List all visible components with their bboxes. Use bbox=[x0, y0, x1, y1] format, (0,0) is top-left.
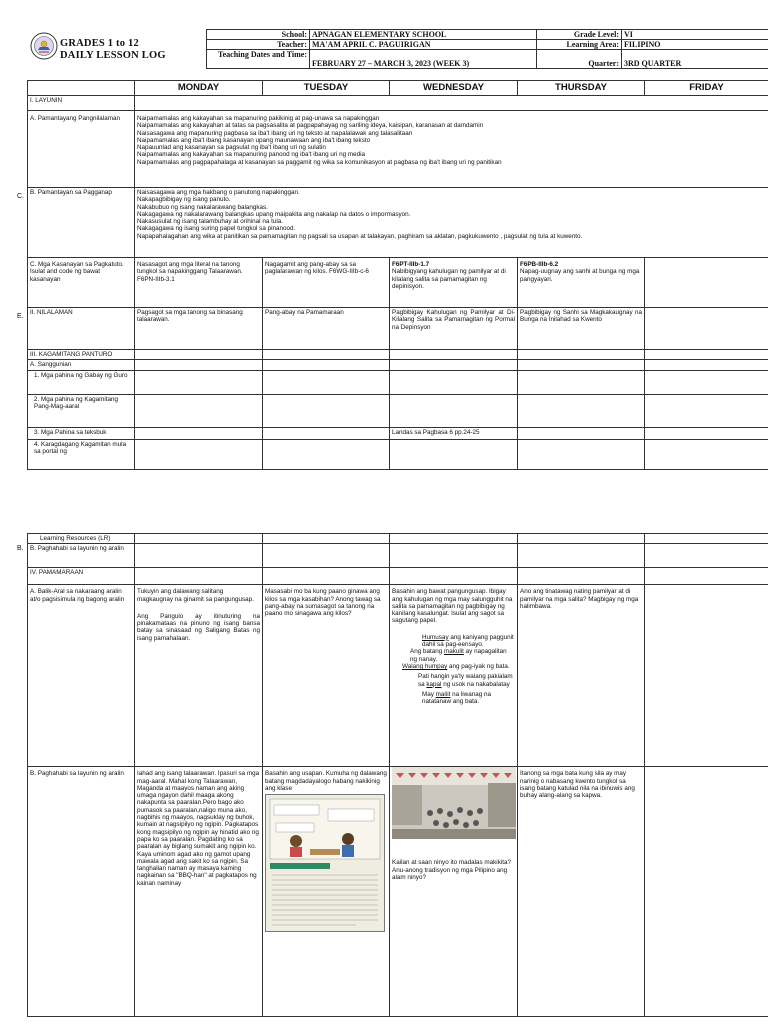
empty-cell bbox=[135, 568, 263, 585]
learning-area-label: Learning Area: bbox=[537, 40, 622, 50]
layunin-title: I. LAYUNIN bbox=[28, 96, 135, 111]
empty-cell bbox=[518, 394, 645, 427]
learning-resources-label: Learning Resources (LR) bbox=[28, 534, 135, 544]
lesson-grid-page-1 bbox=[27, 80, 768, 470]
empty-cell bbox=[645, 360, 768, 370]
empty-cell bbox=[390, 360, 518, 370]
empty-cell bbox=[518, 439, 645, 469]
empty-cell bbox=[390, 544, 518, 568]
nilalaman-label: II. NILALAMAN bbox=[28, 308, 135, 350]
empty-cell bbox=[645, 439, 768, 469]
kagamitang-pang-mag-aaral-label: 2. Mga pahina ng Kagamitang Pang-Mag-aaral bbox=[28, 394, 135, 427]
empty-cell bbox=[518, 370, 645, 394]
sentence-text: ang pag-iyak ng bata. bbox=[447, 662, 510, 670]
empty-cell bbox=[390, 439, 518, 469]
day-monday: MONDAY bbox=[135, 81, 263, 96]
nilalaman-wednesday: Pagbibigay Kahulugan ng Pamilyar at Di-Kilalang Salita sa Pamamagitan ng Pormal na Depinsyon bbox=[390, 308, 518, 350]
festival-street-image bbox=[392, 767, 516, 839]
kasanayan-wednesday-code: F6PT-IIIb-1.7 bbox=[392, 261, 430, 268]
pamantayan-sa-pagganap-label: B. Pamantayan sa Pagganap bbox=[28, 188, 135, 258]
empty-cell bbox=[135, 427, 263, 439]
empty-cell bbox=[263, 534, 390, 544]
empty-cell bbox=[645, 534, 768, 544]
day-tuesday: TUESDAY bbox=[263, 81, 390, 96]
pamamaraan-title: IV. PAMAMARAAN bbox=[28, 568, 135, 585]
pagganap-line: Nakabubuo ng isang nakalarawang balangkas. bbox=[137, 203, 268, 211]
pangnilalaman-line: Naipamamalas ang kakayahan at tatas sa pagsasalita at pagpapahayag ng sariling ideya, kaisipan, karanasan at damdamin bbox=[137, 122, 484, 130]
sentence-text: ay napagalitan ng nanay. bbox=[410, 648, 507, 663]
empty-cell bbox=[263, 568, 390, 585]
corner-cell bbox=[28, 81, 135, 96]
pamantayang-pangnilalaman-label: A. Pamantayang Pangnilalaman bbox=[28, 111, 135, 188]
grade-level-value: VI bbox=[622, 30, 768, 40]
nilalaman-thursday: Pagbibigay ng Sanhi sa Magkakaugnay na Bunga na Inilahad sa Kwento bbox=[518, 308, 645, 350]
empty-cell bbox=[390, 370, 518, 394]
kasanayan-tuesday: Nagagamit ang pang-abay sa sa paglalarawan ng kilos. F6WG-IIIb-c-6 bbox=[263, 258, 390, 308]
paghahabi-tuesday bbox=[263, 767, 390, 1017]
empty-cell bbox=[645, 427, 768, 439]
balik-aral-tuesday: Masasabi mo ba kung paano ginawa ang kilos sa mga kasabihan? Anong tawag sa pang-abay na sumasagot sa tanong na paano mo sinagawa ang kilos? bbox=[263, 585, 390, 767]
day-friday: FRIDAY bbox=[645, 81, 768, 96]
teaching-dates-value: FEBRUARY 27 – MARCH 3, 2023 (WEEK 3) bbox=[310, 50, 537, 69]
pangnilalaman-line: Naipamamalas ang kakayahan sa mapanuring panood ng iba't ibang uri ng media bbox=[137, 151, 366, 159]
underlined-word: Humusay bbox=[422, 633, 449, 641]
empty-cell bbox=[645, 568, 768, 585]
empty-cell bbox=[518, 427, 645, 439]
grade-level-label: Grade Level: bbox=[537, 30, 622, 40]
layunin-spacer bbox=[135, 96, 768, 111]
pahina-sa-teksbuk-label: 3. Mga Pahina sa teksbuk bbox=[28, 427, 135, 439]
dialogue-comic-image bbox=[265, 794, 385, 932]
kasanayan-thursday-code: F6PB-IIIb-6.2 bbox=[520, 261, 559, 268]
day-wednesday: WEDNESDAY bbox=[390, 81, 518, 96]
pagganap-line: Napapahalagahan ang wika at panitikan sa pamamagitan ng pagsali sa usapan at talakayan, paghiram sa aklatan, pagkukuwento , pagsulat ng tula at kuwento. bbox=[137, 232, 583, 240]
underlined-word: Walang humpay bbox=[402, 662, 448, 670]
empty-cell bbox=[135, 370, 263, 394]
balik-aral-monday-sentence: Ang Pangulo ay itinuturing na pinakamataas na pinuno ng isang bansa batay sa sinasaad ng Saligang Batas ng isang pamahalaan. bbox=[137, 612, 260, 642]
pagganap-line: Nakasusulat ng isang talambuhay at orihinal na tula. bbox=[137, 218, 283, 226]
kasanayan-thursday-text: Napag-uugnay ang sanhi at bunga ng mga pangyayari. bbox=[520, 268, 640, 283]
title-line-2: DAILY LESSON LOG bbox=[60, 50, 166, 61]
empty-cell bbox=[135, 439, 263, 469]
kagamitang-panturo-title: III. KAGAMITANG PANTURO bbox=[28, 350, 135, 360]
empty-cell bbox=[518, 544, 645, 568]
kasanayan-sa-pagkatuto-label: C. Mga Kasanayan sa Pagkatuto. Isulat and code ng bawat kasanayan bbox=[28, 258, 135, 308]
balik-aral-wednesday bbox=[390, 585, 518, 767]
wednesday-sentence-5 bbox=[392, 691, 515, 706]
paghahabi-tuesday-text: Basahin ang usapan. Kumuha ng dalawang batang magdadayalogo habang nakikinig ang klase bbox=[265, 770, 387, 792]
empty-cell bbox=[518, 360, 645, 370]
kasanayan-thursday bbox=[518, 258, 645, 308]
sentence-text: Ang batang bbox=[410, 648, 444, 656]
learning-area-value: FILIPINO bbox=[622, 40, 768, 50]
quarter-label: Quarter: bbox=[537, 50, 622, 69]
empty-cell bbox=[263, 350, 390, 360]
lesson-grid-page-2 bbox=[27, 533, 768, 1017]
marker-b: B. bbox=[17, 545, 24, 552]
balik-aral-thursday: Ano ang tinatawag nating pamilyar at di pamilyar na mga salita? Magbigay ng mga halimbawa. bbox=[518, 585, 645, 767]
karagdagang-kagamitan-label: 4. Karagdagang Kagamitan mula sa portal ng bbox=[28, 439, 135, 469]
empty-cell bbox=[518, 350, 645, 360]
empty-cell bbox=[518, 534, 645, 544]
balik-aral-monday bbox=[135, 585, 263, 767]
teacher-value: MA'AM APRIL C. PAGUIRIGAN bbox=[310, 40, 537, 50]
pangnilalaman-line: Naisasagawa ang mapanuring pagbasa sa iba't ibang uri ng teksto at napalalawak ang talasalitaan bbox=[137, 129, 413, 137]
form-title bbox=[60, 38, 166, 62]
pagganap-line: Nakapagbibigay ng isang panuto. bbox=[137, 196, 231, 204]
paghahabi-friday bbox=[645, 767, 768, 1017]
wednesday-sentence-4 bbox=[392, 673, 515, 688]
kasanayan-wednesday-text: Nabibigyang kahulugan ng pamilyar at di kilalang salita sa pamamagitan ng depinisyon. bbox=[392, 268, 506, 290]
empty-cell bbox=[135, 360, 263, 370]
sentence-text: ang kaniyang paggunit dahil sa pag-eensayo. bbox=[422, 633, 514, 649]
teksbuk-wednesday: Landas sa Pagbasa 6 pp.24-25 bbox=[390, 427, 518, 439]
school-label: School: bbox=[207, 30, 310, 40]
empty-cell bbox=[518, 568, 645, 585]
paghahabi-wednesday bbox=[390, 767, 518, 1017]
balik-aral-wednesday-instruction: Basahin ang bawat pangungusap. Ibigay ang kahulugan ng mga may salungguhit na salita sa pamamagitan ng pagbibigay ng kanilang kasalungat. Isulat ang sagot sa sagutang papel. bbox=[392, 588, 513, 625]
teaching-dates-label: Teaching Dates and Time: bbox=[207, 50, 310, 69]
teacher-label: Teacher: bbox=[207, 40, 310, 50]
empty-cell bbox=[390, 350, 518, 360]
day-thursday: THURSDAY bbox=[518, 81, 645, 96]
pagganap-line: Naisasagawa ang mga hakbang o panutong napakinggan. bbox=[137, 189, 300, 196]
empty-cell bbox=[263, 439, 390, 469]
sanggunian-label: A. Sanggunian bbox=[28, 360, 135, 370]
sentence-text: na liwanag na natatanaw ang bata. bbox=[422, 690, 491, 706]
wednesday-sentence-3 bbox=[392, 663, 515, 670]
sentence-text: ng usok na nakabalatay bbox=[441, 680, 510, 688]
deped-seal-icon bbox=[30, 32, 58, 60]
quarter-value: 3RD QUARTER bbox=[622, 50, 768, 69]
empty-cell bbox=[135, 544, 263, 568]
paghahabi-wednesday-text: Kailan at saan ninyo ito madalas makikita? Anu-anong tradisyon ng mga Pilipino ang alam ninyo? bbox=[392, 859, 512, 881]
empty-cell bbox=[390, 394, 518, 427]
paghahabi-monday: Iahad ang isang talaarawan. Ipasuri sa mga mag-aaral. Mahal kong Talaarawan, Maganda at maayos naman ang aking umaga ngayon dahil maaga akong nakapunta sa paaralan.Pero bago ako pumasok sa paaralan,naligo muna ako, nagbihis ng maayos, nagsuklay ng buhok, kumain at nagsipilyo ng ngipin. Pagkatapos kong magsipilyo ng ngipin ay hinatid ako ng papa ko sa paaralan. Pagdating ko sa paaralan ay biglang sumakit ang ngipin ko. Kaya uminom agad ako ng gamot upang mawala agad ang sakit ko sa ngipin. Sa tanghalian naman ay masaya kaming nagkainan sa "BBQ-han" at pagkatapos ng kainan naminay bbox=[135, 767, 263, 1017]
sentence-text: May bbox=[422, 690, 436, 698]
empty-cell bbox=[390, 534, 518, 544]
nilalaman-monday: Pagsagot sa mga tanong sa binasang talaarawan. bbox=[135, 308, 263, 350]
empty-cell bbox=[135, 534, 263, 544]
pagganap-line: Nakagagawa ng nakalarawang balangkas upang maipakita ang nakalap na datos o impormasyon. bbox=[137, 210, 411, 218]
paghahabi-label: B. Paghahabi sa layunin ng aralin bbox=[28, 767, 135, 1017]
pangnilalaman-line: Naipamamalas ang kakayahan sa mapanuring pakikinig at pag-unawa sa napakinggan bbox=[137, 115, 380, 122]
underlined-word: kapal bbox=[426, 680, 442, 688]
gabay-ng-guro-label: 1. Mga pahina ng Gabay ng Guro bbox=[28, 370, 135, 394]
wednesday-sentence-2 bbox=[392, 648, 515, 663]
school-value: APNAGAN ELEMENTARY SCHOOL bbox=[310, 30, 537, 40]
empty-cell bbox=[263, 544, 390, 568]
pangnilalaman-line: Naipamamalas ang iba't ibang kasanayan upang maunawaan ang iba't ibang teksto bbox=[137, 136, 371, 144]
empty-cell bbox=[263, 370, 390, 394]
balik-aral-label: A. Balik-Aral sa nakaraang aralin at/o pagsisimula ng bagong aralin bbox=[28, 585, 135, 767]
empty-cell bbox=[645, 394, 768, 427]
pagganap-line: Nakagagawa ng isang suring papel tungkol sa pinanood. bbox=[137, 225, 296, 233]
underlined-word: maliit bbox=[435, 690, 451, 698]
nilalaman-friday bbox=[645, 308, 768, 350]
empty-cell bbox=[645, 350, 768, 360]
title-line-1: GRADES 1 to 12 bbox=[60, 38, 139, 49]
pangnilalaman-line: Napauunlad ang kasanayan sa pagsulat ng iba't ibang uri ng sulatin bbox=[137, 144, 326, 152]
empty-cell bbox=[645, 370, 768, 394]
pamantayan-sa-pagganap-text bbox=[135, 188, 768, 258]
balik-aral-monday-instruction: Tukuyin ang dalawang salitang magkaugnay na ginamit sa pangungusap. bbox=[137, 588, 254, 603]
underlined-word: makulit bbox=[443, 648, 464, 656]
header-info-table bbox=[206, 29, 768, 69]
nilalaman-tuesday: Pang-abay na Pamamaraan bbox=[263, 308, 390, 350]
paghahabi-thursday: Itanong sa mga bata kung sila ay may narinig o nabasang kwento tungkol sa isang batang katulad nila na ibinuwis ang buhay alang-alang sa kapwa. bbox=[518, 767, 645, 1017]
kasanayan-wednesday bbox=[390, 258, 518, 308]
kasanayan-monday: Nasasagot ang mga literal na tanong tungkol sa napakinggang Talaarawan. F6PN-IIIb-3.1 bbox=[135, 258, 263, 308]
empty-cell bbox=[263, 360, 390, 370]
empty-cell bbox=[390, 568, 518, 585]
iba-pang-kagamitang-label: B. Paghahabi sa layunin ng aralin bbox=[28, 544, 135, 568]
sentence-text: Pati hangin ya'ty walang pakialam sa bbox=[418, 673, 513, 688]
pamantayang-pangnilalaman-text bbox=[135, 111, 768, 188]
wednesday-sentence-1 bbox=[392, 634, 515, 649]
marker-c: C. bbox=[17, 193, 24, 200]
marker-e: E. bbox=[17, 313, 24, 320]
empty-cell bbox=[263, 427, 390, 439]
balik-aral-friday bbox=[645, 585, 768, 767]
empty-cell bbox=[263, 394, 390, 427]
empty-cell bbox=[645, 544, 768, 568]
empty-cell bbox=[135, 394, 263, 427]
pangnilalaman-line: Naipamamalas ang pagpapahalaga at kasanayan sa paggamit ng wika sa komunikasyon at pagbasa ng iba't ibang uri ng panitikan bbox=[137, 158, 502, 166]
empty-cell bbox=[135, 350, 263, 360]
kasanayan-friday bbox=[645, 258, 768, 308]
